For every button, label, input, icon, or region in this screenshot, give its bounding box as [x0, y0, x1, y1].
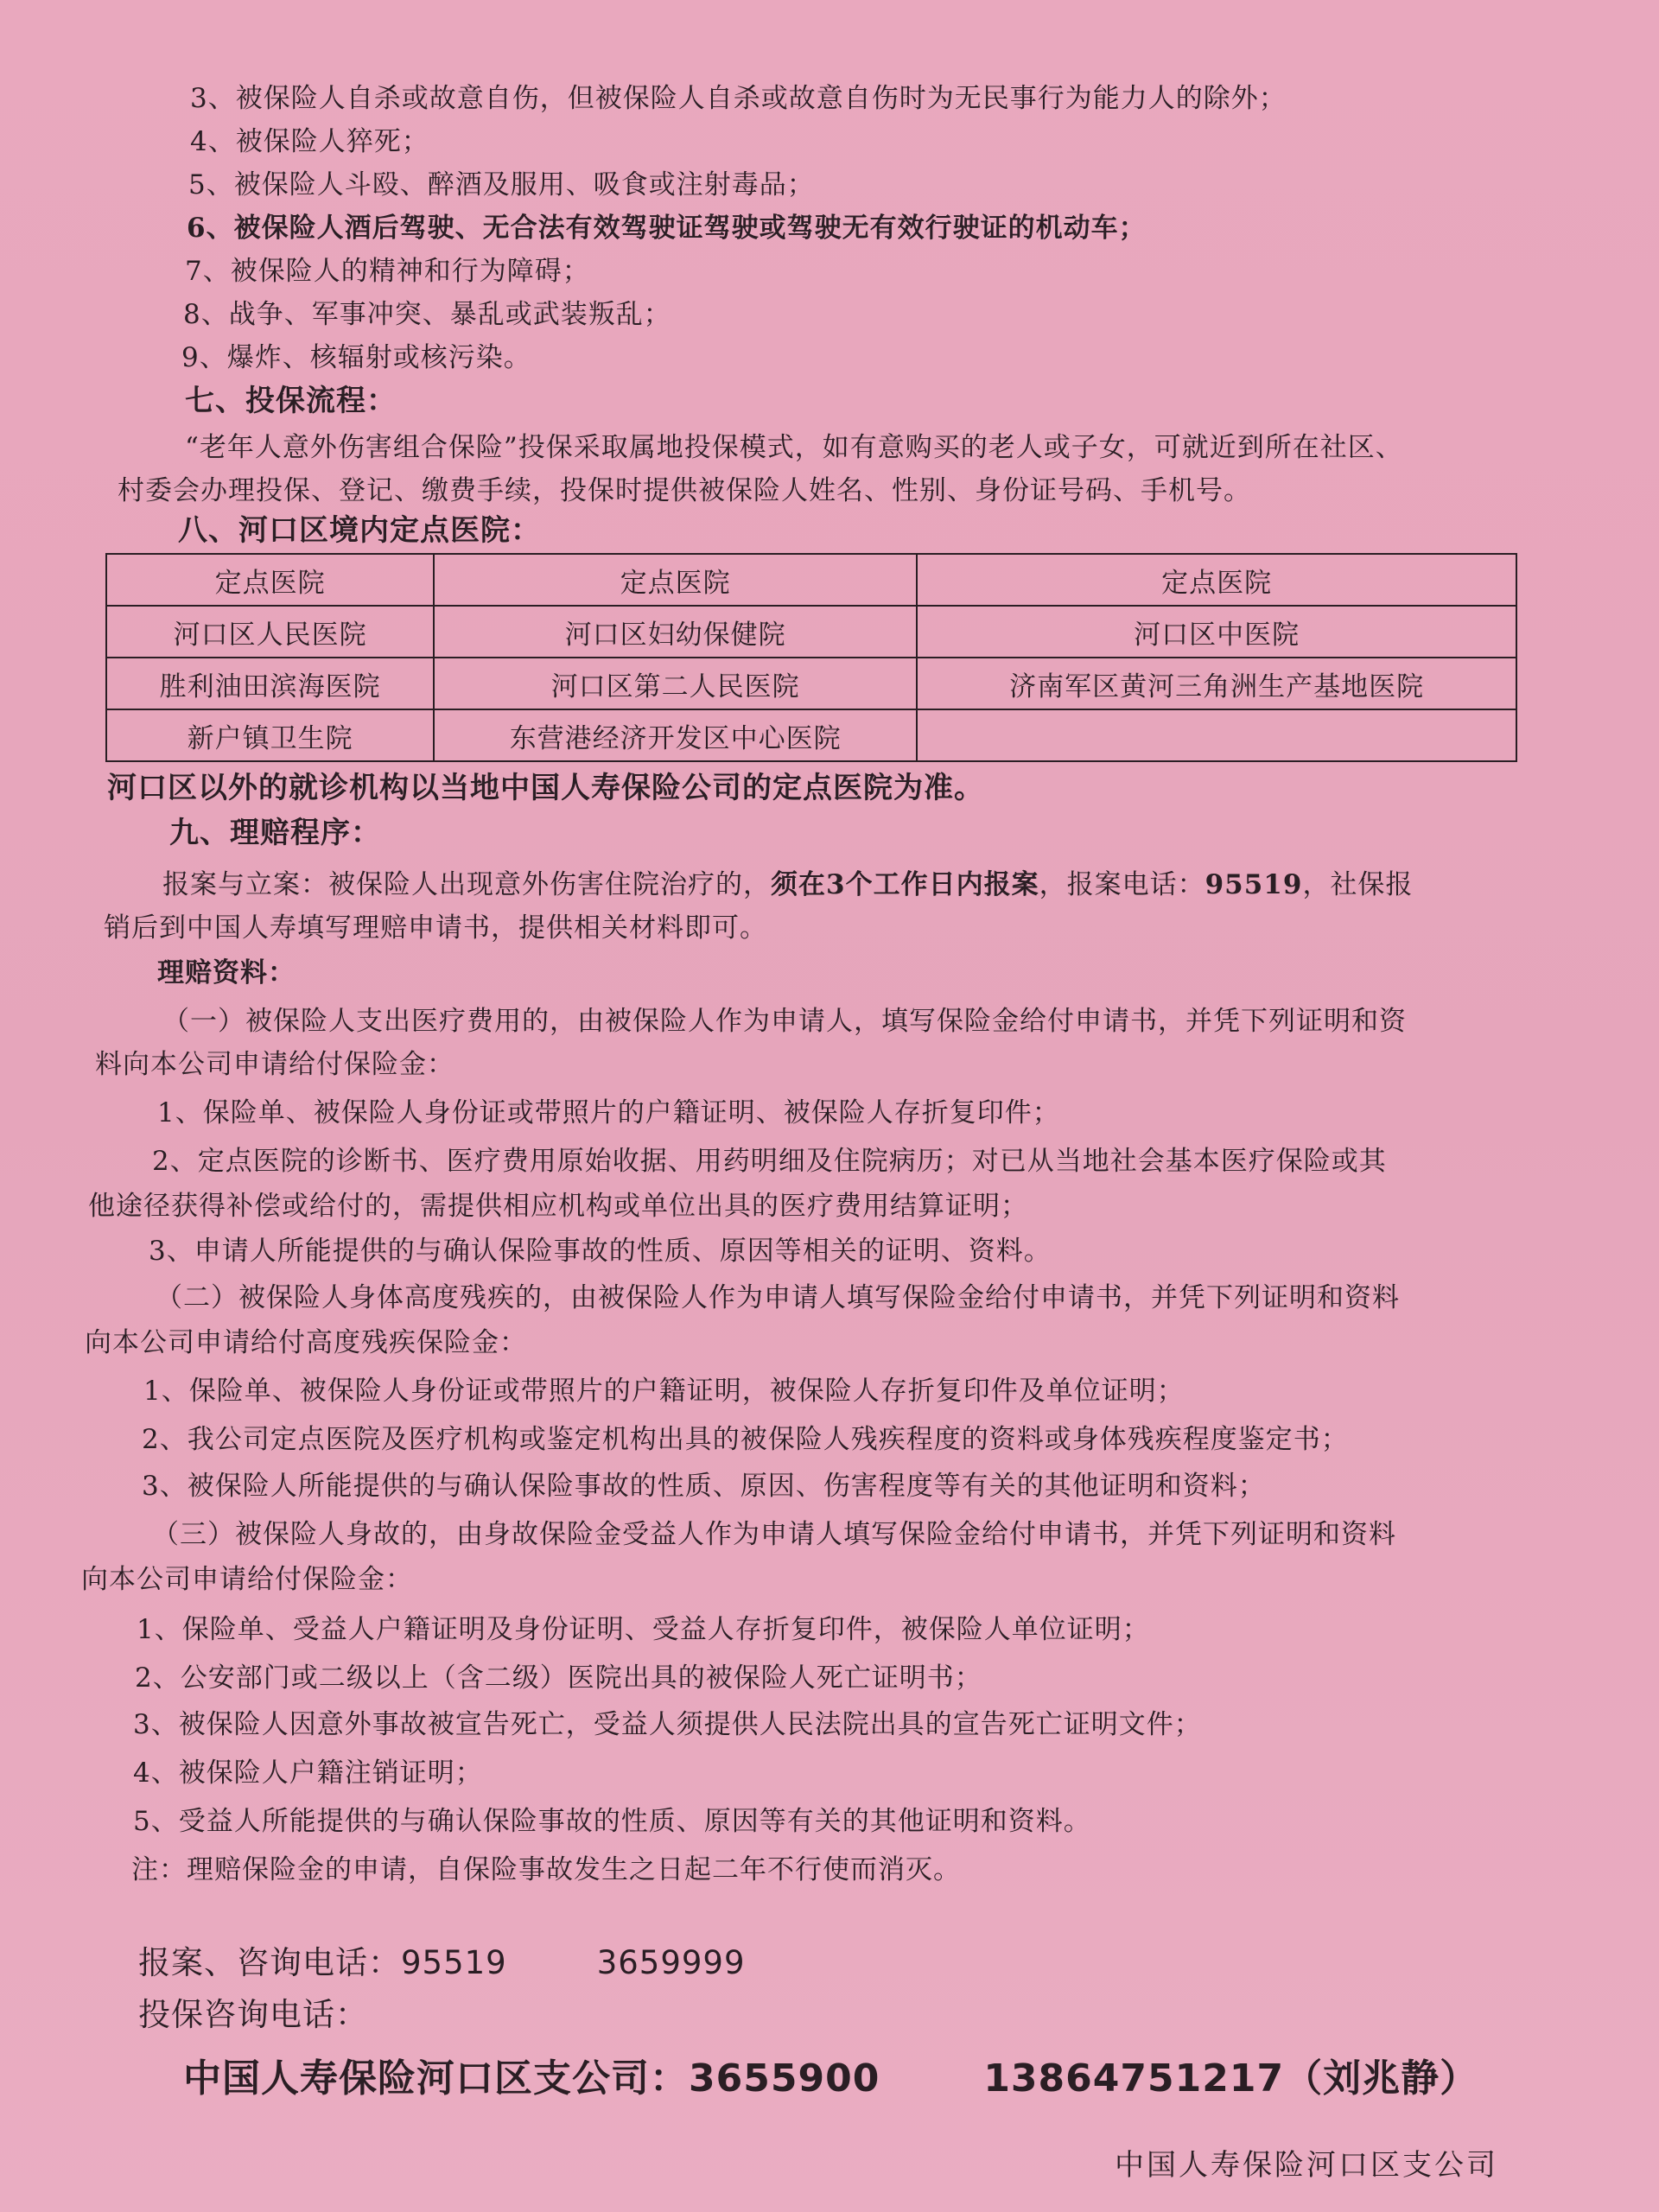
section-7-title: 七、投保流程： [185, 384, 397, 418]
table-cell: 新户镇卫生院 [106, 709, 434, 761]
part1-item: 1、保险单、被保险人身份证或带照片的户籍证明、被保险人存折复印件； [157, 1097, 1060, 1128]
hotline-label: 报案、咨询电话： [138, 1944, 401, 1981]
company-phone: 3655900 [689, 2056, 880, 2101]
consult-label: 投保咨询电话： [138, 1996, 368, 2033]
part2-item: 1、保险单、被保险人身份证或带照片的户籍证明，被保险人存折复印件及单位证明； [143, 1376, 1185, 1407]
part3-item: 3、被保险人因意外事故被宣告死亡，受益人须提供人民法院出具的宣告死亡证明文件； [133, 1709, 1202, 1740]
hospital-table [105, 553, 1517, 762]
table-cell: 河口区人民医院 [106, 606, 434, 658]
part3-item: 5、受益人所能提供的与确认保险事故的性质、原因等有关的其他证明和资料。 [133, 1806, 1091, 1837]
part1-line2: 料向本公司申请给付保险金： [95, 1049, 454, 1080]
part2-item: 2、我公司定点医院及医疗机构或鉴定机构出具的被保险人残疾程度的资料或身体残疾程度鉴定书； [142, 1424, 1349, 1455]
part2-item: 3、被保险人所能提供的与确认保险事故的性质、原因、伤害程度等有关的其他证明和资料； [142, 1471, 1266, 1502]
report-text-d: ，社保报 [1302, 869, 1414, 900]
table-row [106, 606, 1516, 658]
section-8-title: 八、河口区境内定点医院： [178, 513, 541, 548]
table-cell: 河口区妇幼保健院 [434, 606, 917, 658]
mobile-contact: 13864751217（刘兆静） [983, 2056, 1479, 2101]
exclusion-item-5: 5、被保险人斗殴、醉酒及服用、吸食或注射毒品； [188, 169, 815, 200]
part3-item: 1、保险单、受益人户籍证明及身份证明、受益人存折复印件，被保险人单位证明； [137, 1614, 1150, 1645]
footer-company: 中国人寿保险河口区支公司 [1115, 2148, 1498, 2183]
report-deadline: 须在3个工作日内报案 [771, 869, 1039, 900]
table-row [106, 658, 1516, 709]
section-9-title: 九、理赔程序： [169, 816, 381, 850]
table-header-cell: 定点医院 [434, 554, 917, 606]
table-row [106, 709, 1516, 761]
part3-item: 4、被保险人户籍注销证明； [133, 1758, 483, 1789]
part3-line1: （三）被保险人身故的，由身故保险金受益人作为申请人填写保险金给付申请书，并凭下列证明和资料 [152, 1519, 1396, 1550]
table-cell: 东营港经济开发区中心医院 [434, 709, 917, 761]
report-line2: 销后到中国人寿填写理赔申请书，提供相关材料即可。 [104, 912, 767, 944]
section-7-body-line1: “老年人意外伤害组合保险”投保采取属地投保模式，如有意购买的老人或子女，可就近到所在社区、 [185, 432, 1403, 463]
part2-line1: （二）被保险人身体高度残疾的，由被保险人作为申请人填写保险金给付申请书，并凭下列证明和资料 [156, 1282, 1400, 1313]
company-contact-line [183, 2055, 1478, 2103]
table-header-row [106, 554, 1516, 606]
table-cell [917, 709, 1516, 761]
exclusion-item-4: 4、被保险人猝死； [190, 126, 429, 157]
report-phone: 95519 [1205, 869, 1303, 900]
exclusion-item-6: 6、被保险人酒后驾驶、无合法有效驾驶证驾驶或驾驶无有效行驶证的机动车； [187, 213, 1147, 244]
report-text-a: 报案与立案：被保险人出现意外伤害住院治疗的， [162, 869, 771, 900]
claim-note: 注：理赔保险金的申请，自保险事故发生之日起二年不行使而消灭。 [131, 1854, 961, 1885]
section-8-note: 河口区以外的就诊机构以当地中国人寿保险公司的定点医院为准。 [107, 771, 984, 805]
hotline-number-1: 95519 [401, 1944, 507, 1981]
exclusion-item-7: 7、被保险人的精神和行为障碍； [185, 256, 590, 287]
report-text-c: ，报案电话： [1039, 869, 1205, 900]
table-cell: 河口区中医院 [917, 606, 1516, 658]
hotline-number-2: 3659999 [596, 1944, 746, 1981]
part3-item: 2、公安部门或二级以上（含二级）医院出具的被保险人死亡证明书； [135, 1662, 982, 1694]
part3-line2: 向本公司申请给付保险金： [81, 1564, 413, 1595]
table-cell: 济南军区黄河三角洲生产基地医院 [917, 658, 1516, 709]
report-line1 [162, 868, 1413, 902]
materials-title: 理赔资料： [157, 957, 296, 988]
exclusion-item-8: 8、战争、军事冲突、暴乱或武装叛乱； [183, 299, 671, 330]
table-cell: 胜利油田滨海医院 [106, 658, 434, 709]
table-cell: 河口区第二人民医院 [434, 658, 917, 709]
exclusion-item-3: 3、被保险人自杀或故意自伤，但被保险人自杀或故意自伤时为无民事行为能力人的除外； [190, 83, 1287, 114]
part1-line1: （一）被保险人支出医疗费用的，由被保险人作为申请人，填写保险金给付申请书，并凭下列证明和资 [162, 1006, 1407, 1037]
part1-item: 3、申请人所能提供的与确认保险事故的性质、原因等相关的证明、资料。 [149, 1236, 1052, 1267]
hotline-line [138, 1946, 746, 1980]
company-label: 中国人寿保险河口区支公司： [183, 2056, 689, 2101]
section-7-body-line2: 村委会办理投保、登记、缴费手续，投保时提供被保险人姓名、性别、身份证号码、手机号。 [118, 475, 1251, 506]
table-header-cell: 定点医院 [106, 554, 434, 606]
exclusion-item-9: 9、爆炸、核辐射或核污染。 [181, 342, 531, 373]
part1-item-continued: 他途径获得补偿或给付的，需提供相应机构或单位出具的医疗费用结算证明； [88, 1191, 1028, 1222]
part1-item: 2、定点医院的诊断书、医疗费用原始收据、用药明细及住院病历；对已从当地社会基本医疗保险或其 [152, 1146, 1387, 1177]
table-header-cell: 定点医院 [917, 554, 1516, 606]
part2-line2: 向本公司申请给付高度残疾保险金： [85, 1327, 527, 1358]
